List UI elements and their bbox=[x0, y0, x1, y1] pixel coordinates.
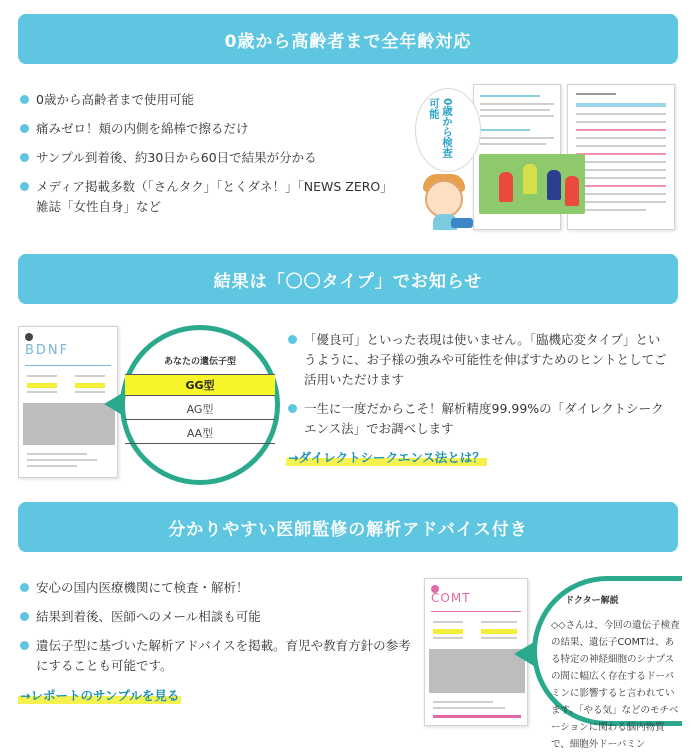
bdnf-title: BDNF bbox=[25, 343, 70, 358]
gene-table-title: あなたの遺伝子型 bbox=[163, 357, 236, 367]
section-banner-all-ages: 0歳から高齢者まで全年齢対応 bbox=[18, 14, 678, 64]
gene-row: AG型 bbox=[125, 398, 275, 420]
doctor-comment-text: ◇◇さんは、今回の遺伝子検査の結果、遺伝子COMTは、ある特定の神経細胞のシナプスの間に幅広く存在するドーパミンに影響すると言われています。「やる気」などのモチベーションに関わる脳内物質で、細胞外ドーパミン bbox=[551, 620, 680, 750]
section-banner-result-type: 結果は「〇〇タイプ」でお知らせ bbox=[18, 254, 678, 304]
magnifier-pointer bbox=[514, 642, 534, 666]
age-label: 0歳から検査可能 bbox=[428, 98, 453, 158]
doctor-advice-bullet-list bbox=[20, 578, 415, 685]
list-item: サンプル到着後、約30日から60日で結果が分かる bbox=[20, 148, 395, 168]
text-block bbox=[23, 403, 115, 445]
all-ages-bullet-list bbox=[20, 90, 395, 226]
comt-report-thumbnail bbox=[424, 578, 528, 726]
list-item: 0歳から高齢者まで使用可能 bbox=[20, 90, 395, 110]
direct-sequence-link[interactable]: →ダイレクトシークエンス法とは？ bbox=[288, 450, 485, 465]
list-item: 安心の国内医療機関にて検査・解析！ bbox=[20, 578, 415, 598]
list-item: メディア掲載多数（「さんタク」「とくダネ！」「NEWS ZERO」雑誌「女性自身」など bbox=[20, 177, 395, 217]
section-banner-doctor-advice: 分かりやすい医師監修の解析アドバイス付き bbox=[18, 502, 678, 552]
bdnf-report-thumbnail bbox=[18, 326, 118, 478]
result-type-bullet-list bbox=[288, 330, 670, 448]
comt-title: COMT bbox=[431, 591, 471, 605]
list-item: 結果到着後、医師へのメール相談も可能 bbox=[20, 607, 415, 627]
soccer-photo bbox=[479, 154, 585, 214]
list-item: 一生に一度だからこそ！解析精度99.99%の「ダイレクトシークエンス法」でお調べします bbox=[288, 399, 670, 439]
toy-car-icon bbox=[451, 218, 473, 228]
kit-illustration bbox=[415, 82, 677, 232]
report-sample-link[interactable]: →レポートのサンプルを見る bbox=[20, 688, 180, 703]
gene-type-magnifier bbox=[120, 325, 280, 485]
list-item: 遺伝子型に基づいた解析アドバイスを掲載。育児や教育方針の参考にすることも可能です。 bbox=[20, 636, 415, 676]
doctor-comment-magnifier bbox=[532, 576, 682, 750]
text-block bbox=[429, 649, 525, 693]
logo-icon bbox=[25, 333, 33, 341]
gene-row-highlighted: GG型 bbox=[125, 374, 275, 396]
doctor-comment-title: ドクター解説 bbox=[565, 596, 619, 606]
gene-row: AA型 bbox=[125, 422, 275, 444]
kid-face bbox=[425, 180, 463, 218]
list-item: 痛みゼロ！頬の内側を綿棒で擦るだけ bbox=[20, 119, 395, 139]
list-item: 「優良可」といった表現は使いません。「臨機応変タイプ」というように、お子様の強みや可能性を伸ばすためのヒントとしてご活用いただけます bbox=[288, 330, 670, 390]
